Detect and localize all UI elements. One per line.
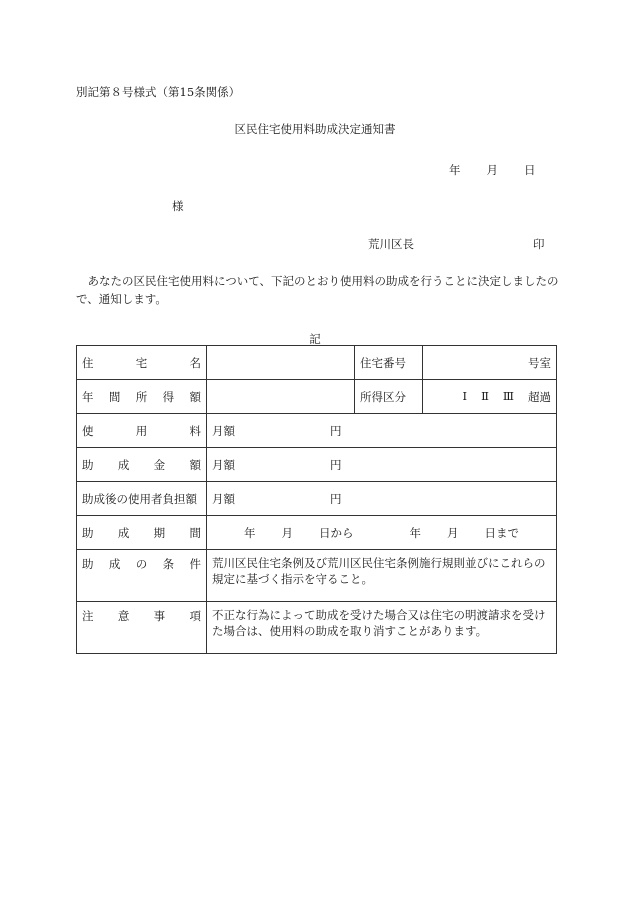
date-day: 日 bbox=[524, 163, 536, 177]
yen-label: 円 bbox=[330, 491, 342, 506]
income-class-2[interactable]: Ⅱ bbox=[481, 388, 489, 403]
notes-text: 不正な行為によって助成を受けた場合又は住宅の明渡請求を受けた場合は、使用料の助成を取り消すことがあります。 bbox=[207, 602, 557, 654]
yen-label: 円 bbox=[330, 457, 342, 472]
burden-value[interactable] bbox=[207, 482, 557, 516]
addressee-suffix: 様 bbox=[172, 199, 184, 213]
income-class-1[interactable]: Ⅰ bbox=[462, 388, 468, 403]
housing-number-label: 住宅番号 bbox=[355, 346, 423, 380]
document-title: 区民住宅使用料助成決定通知書 bbox=[234, 122, 396, 136]
monthly-label: 月額 bbox=[212, 457, 235, 472]
ki-heading: 記 bbox=[309, 332, 321, 346]
room-number-value[interactable] bbox=[423, 346, 557, 380]
subsidy-label: 助 成 金 額 bbox=[77, 448, 207, 482]
notice-body: あなたの区民住宅使用料について、下記のとおり使用料の助成を行うことに決定しましたので、通知します。 bbox=[76, 274, 559, 306]
date-year: 年 bbox=[449, 163, 461, 177]
conditions-text: 荒川区民住宅条例及び荒川区民住宅条例施行規則並びにこれらの規定に基づく指示を守ること。 bbox=[207, 550, 557, 602]
income-class-3[interactable]: Ⅲ bbox=[502, 388, 514, 403]
income-class-label: 所得区分 bbox=[355, 380, 423, 414]
monthly-label: 月額 bbox=[212, 491, 235, 506]
table-row bbox=[77, 482, 557, 516]
fee-value[interactable] bbox=[207, 414, 557, 448]
monthly-label: 月額 bbox=[212, 423, 235, 438]
notes-label: 注 意 事 項 bbox=[77, 602, 207, 654]
yen-label: 円 bbox=[330, 423, 342, 438]
burden-label: 助成後の使用者負担額 bbox=[77, 482, 207, 516]
table-row bbox=[77, 550, 557, 602]
table-row bbox=[77, 380, 557, 414]
fee-label: 使 用 料 bbox=[77, 414, 207, 448]
subsidy-table bbox=[76, 345, 557, 654]
date-month: 月 bbox=[486, 163, 498, 177]
annual-income-label: 年 間 所 得 額 bbox=[77, 380, 207, 414]
table-row bbox=[77, 346, 557, 380]
period-value[interactable]: 年 月 日から 年 月 日まで bbox=[207, 516, 557, 550]
annual-income-value[interactable] bbox=[207, 380, 355, 414]
table-row bbox=[77, 516, 557, 550]
period-label: 助 成 期 間 bbox=[77, 516, 207, 550]
income-class-over[interactable]: 超過 bbox=[528, 389, 551, 404]
conditions-label: 助 成 の 条 件 bbox=[77, 550, 207, 602]
table-row bbox=[77, 448, 557, 482]
housing-name-label: 住 宅 名 bbox=[77, 346, 207, 380]
income-class-options bbox=[423, 380, 557, 414]
subsidy-value[interactable] bbox=[207, 448, 557, 482]
room-suffix: 号室 bbox=[528, 355, 551, 370]
housing-name-value[interactable] bbox=[207, 346, 355, 380]
seal-mark: 印 bbox=[533, 237, 545, 251]
table-row bbox=[77, 414, 557, 448]
form-number: 別記第８号様式（第15条関係） bbox=[76, 85, 241, 99]
date-line bbox=[449, 162, 536, 178]
table-row bbox=[77, 602, 557, 654]
issuer: 荒川区長 bbox=[368, 237, 414, 251]
